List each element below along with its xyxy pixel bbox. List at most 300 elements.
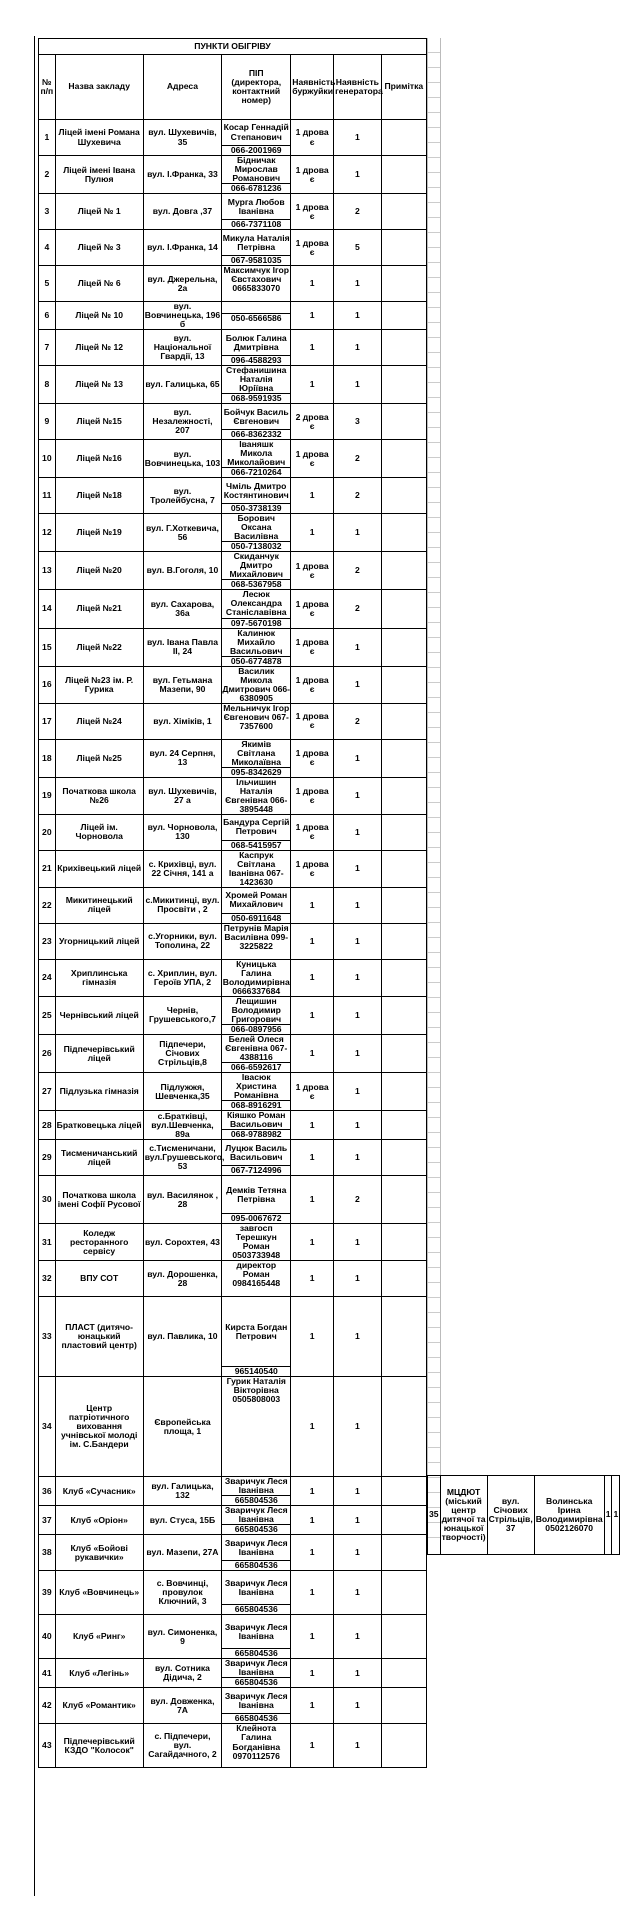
grid-cell (428, 278, 440, 293)
grid-cell (428, 938, 440, 953)
row-stove: 1 (291, 1377, 334, 1477)
row-address: вул. Гетьмана Мазепи, 90 (143, 666, 222, 703)
grid-cell (428, 578, 440, 593)
heating-points-sheet (38, 38, 427, 1768)
row-num: 10 (39, 440, 56, 478)
row-note (381, 1176, 426, 1224)
row-pip (222, 739, 291, 777)
row-pip-phone: 066-7371108 (222, 219, 290, 229)
row-generator: 2 (334, 1176, 382, 1224)
row-stove: 1 дрова є (291, 666, 334, 703)
row-name: Ліцей ім. Чорновола (55, 814, 143, 850)
row-stove: 1 (291, 1111, 334, 1140)
row-address: вул. 24 Серпня, 13 (143, 739, 222, 777)
grid-cell (428, 1178, 440, 1193)
row-note (381, 120, 426, 156)
row-stove: 1 (291, 514, 334, 552)
grid-cell (428, 1313, 440, 1328)
grid-cell (428, 83, 440, 98)
row-pip-phone: 965140540 (222, 1366, 290, 1376)
row-num: 26 (39, 1034, 56, 1072)
row-num: 25 (39, 996, 56, 1034)
row-pip-name: Гурик Наталія Вікторівна 0505808003 (226, 1376, 286, 1405)
grid-cell (428, 653, 440, 668)
row-generator: 2 (334, 703, 382, 739)
grid-cell (428, 1028, 440, 1043)
grid-cell (428, 878, 440, 893)
row-pip-phone: 067-9581035 (222, 255, 290, 265)
row-stove: 1 (291, 1477, 334, 1506)
row-stove: 1 (291, 1261, 334, 1297)
grid-cell (428, 1148, 440, 1163)
grid-cell (428, 1403, 440, 1418)
heating-points-table (38, 38, 427, 1768)
row-address: с.Угорники, вул. Тополина, 22 (143, 923, 222, 959)
row-generator: 1 (334, 1506, 382, 1535)
grid-cell (428, 998, 440, 1013)
grid-cell (428, 1388, 440, 1403)
row-pip-name: Демків Тетяна Петрівна (226, 1184, 287, 1204)
row-pip (222, 1724, 291, 1768)
row-pip-name: Іваняшк Микола Миколайович (227, 439, 286, 468)
row-note (381, 590, 426, 628)
grid-cell (428, 728, 440, 743)
grid-cell (428, 1238, 440, 1253)
grid-cell (428, 218, 440, 233)
grid-cell (428, 1373, 440, 1388)
row-address: вул. Довга ,37 (143, 194, 222, 230)
row-pip (222, 1535, 291, 1571)
grid-cell (428, 533, 440, 548)
grid-cell (428, 158, 440, 173)
grid-cell (428, 548, 440, 563)
row-address: вул. Тролейбусна, 7 (143, 478, 222, 514)
table-row (39, 1688, 427, 1724)
row-name: Тисменичанський ліцей (55, 1140, 143, 1176)
row-note (381, 996, 426, 1034)
row-note (381, 366, 426, 404)
row-pip-name: Калинюк Михайло Васильович (229, 627, 283, 656)
row-name: Ліцей №23 ім. Р. Гурика (55, 666, 143, 703)
grid-cell (428, 443, 440, 458)
row-num: 32 (39, 1261, 56, 1297)
grid-cell (428, 308, 440, 323)
row-pip (222, 552, 291, 590)
row-generator: 2 (334, 552, 382, 590)
grid-cell (428, 1448, 440, 1463)
grid-cell (428, 1118, 440, 1133)
row-pip (222, 590, 291, 628)
row35-stove: 1 (604, 1476, 612, 1555)
header-name: Назва закладу (55, 55, 143, 120)
row-pip (222, 1506, 291, 1535)
row-stove: 1 дрова є (291, 814, 334, 850)
table-row (39, 478, 427, 514)
grid-cell (428, 953, 440, 968)
grid-cell (428, 293, 440, 308)
table-row (39, 666, 427, 703)
row-num: 33 (39, 1297, 56, 1377)
grid-cell (428, 1298, 440, 1313)
row-stove: 1 дрова є (291, 440, 334, 478)
row-note (381, 777, 426, 814)
table-row (39, 1140, 427, 1176)
header-num: № п/п (39, 55, 56, 120)
row-generator: 2 (334, 478, 382, 514)
row-note (381, 739, 426, 777)
grid-cell (428, 473, 440, 488)
row-pip-phone: 050-6911648 (222, 913, 290, 923)
row-address: с. Хриплин, вул. Героїв УПА, 2 (143, 959, 222, 996)
row-address: вул. Вовчинецька, 103 (143, 440, 222, 478)
row-stove: 1 (291, 887, 334, 923)
row-address: вул. Симоненка, 9 (143, 1615, 222, 1659)
row-name: Початкова школа імені Софії Русової (55, 1176, 143, 1224)
row-pip-phone: 066-6781236 (222, 183, 290, 193)
table-row-35 (427, 1475, 620, 1555)
row-generator: 1 (334, 1615, 382, 1659)
row-address: с.Микитинці, вул. Просвіти , 2 (143, 887, 222, 923)
row-pip (222, 230, 291, 266)
row-pip-name: Мельничук Ігор Євгенович 067-7357600 (223, 702, 290, 731)
row-pip (222, 666, 291, 703)
row-name: Угорницький ліцей (55, 923, 143, 959)
row35-gen: 1 (612, 1476, 620, 1555)
table-row (39, 230, 427, 266)
row-pip-name: Кирста Богдан Петрович (225, 1321, 288, 1341)
row-name: Клуб «Бойові рукавички» (55, 1535, 143, 1571)
row-stove: 1 (291, 1724, 334, 1768)
row-generator: 1 (334, 156, 382, 194)
grid-cell (428, 758, 440, 773)
row-num: 27 (39, 1073, 56, 1111)
row-generator: 3 (334, 404, 382, 440)
row-pip-name: Кіяшко Роман Васильович (226, 1110, 286, 1130)
row-num: 30 (39, 1176, 56, 1224)
row-pip-name: Мурга Любов Іванівна (227, 196, 285, 216)
grid-cell (428, 503, 440, 518)
table-row (39, 703, 427, 739)
row-stove: 1 дрова є (291, 230, 334, 266)
table-row (39, 1111, 427, 1140)
row-address: Чернів, Грушевського,7 (143, 996, 222, 1034)
row-pip-name: Зваричук Леся Іванівна (224, 1658, 288, 1678)
row-pip-name: Зваричук Леся Іванівна (224, 1505, 288, 1525)
table-row (39, 330, 427, 366)
grid-cell (428, 143, 440, 158)
row-pip (222, 777, 291, 814)
row-stove: 1 (291, 1034, 334, 1072)
row-pip (222, 1377, 291, 1477)
row-pip-name: Клейнота Галина Богданівна 0970112576 (232, 1723, 281, 1761)
row-name: Ліцей № 13 (55, 366, 143, 404)
grid-cell (428, 1208, 440, 1223)
grid-cell (428, 1328, 440, 1343)
row-address: вул. Шухевичів, 27 а (143, 777, 222, 814)
row-pip-phone: 665804536 (222, 1495, 290, 1505)
row-name: Ліцей № 10 (55, 302, 143, 330)
grid-cell (428, 68, 440, 83)
row-pip-name (222, 302, 290, 313)
row-address: вул. Хіміків, 1 (143, 703, 222, 739)
table-row (39, 1571, 427, 1615)
row35-name: МЦДЮТ (міський центр дитячої та юнацької творчості) (440, 1476, 487, 1555)
row-name: Ліцей №20 (55, 552, 143, 590)
grid-cell (428, 368, 440, 383)
grid-cell (428, 1268, 440, 1283)
row-address: вул. Дорошенка, 28 (143, 1261, 222, 1297)
row-pip (222, 996, 291, 1034)
row-address: с.Тисменичани, вул.Грушевського, 53 (143, 1140, 222, 1176)
row-note (381, 628, 426, 666)
row-address: вул. І.Франка, 33 (143, 156, 222, 194)
row-note (381, 230, 426, 266)
row-num: 22 (39, 887, 56, 923)
row-address: с. Крихівці, вул. 22 Січня, 141 а (143, 850, 222, 887)
row-address: Підлужжя, Шевченка,35 (143, 1073, 222, 1111)
row-pip-phone: 096-4588293 (222, 355, 290, 365)
grid-cell (428, 1358, 440, 1373)
row-stove: 1 (291, 1659, 334, 1688)
grid-cell (428, 128, 440, 143)
row-address: с. Підпечери, вул. Сагайдачного, 2 (143, 1724, 222, 1768)
row-generator: 2 (334, 590, 382, 628)
row-pip-name: Лещишин Володимир Григорович (231, 995, 282, 1024)
row-name: Клуб «Вовчинець» (55, 1571, 143, 1615)
row-num: 43 (39, 1724, 56, 1768)
row-pip (222, 703, 291, 739)
row-stove: 1 дрова є (291, 120, 334, 156)
row-generator: 1 (334, 923, 382, 959)
row-stove: 1 (291, 1140, 334, 1176)
table-row (39, 1724, 427, 1768)
grid-cell (428, 398, 440, 413)
row-generator: 1 (334, 1073, 382, 1111)
row-num: 19 (39, 777, 56, 814)
row-address: вул. І.Франка, 14 (143, 230, 222, 266)
row-note (381, 923, 426, 959)
row-pip (222, 850, 291, 887)
row-pip-name: Чміль Дмитро Костянтинович (223, 480, 289, 500)
row-generator: 1 (334, 739, 382, 777)
row-num: 28 (39, 1111, 56, 1140)
row-stove: 1 (291, 1506, 334, 1535)
row-name: ВПУ СОТ (55, 1261, 143, 1297)
grid-cell (428, 818, 440, 833)
row-pip-name: Бідничак Мирослав Романович (232, 155, 281, 184)
row-stove: 1 дрова є (291, 590, 334, 628)
row-pip-name: завгосп Терешкун Роман 0503733948 (232, 1223, 281, 1261)
row-generator: 1 (334, 996, 382, 1034)
row-stove: 1 дрова є (291, 194, 334, 230)
grid-cell (428, 488, 440, 503)
row-address: вул. Галицька, 65 (143, 366, 222, 404)
grid-cell (428, 458, 440, 473)
row-address: вул. Шухевичів, 35 (143, 120, 222, 156)
row-pip (222, 194, 291, 230)
row-num: 40 (39, 1615, 56, 1659)
table-row (39, 194, 427, 230)
row-pip-name: Каспрук Світлана Іванівна 067-1423630 (228, 849, 284, 887)
table-row (39, 628, 427, 666)
row-note (381, 1073, 426, 1111)
row-num: 8 (39, 366, 56, 404)
row-pip-name: Максимчук Ігор Євстахович 0665833070 (223, 265, 289, 294)
row-pip (222, 330, 291, 366)
header-generator: Наявність генератора (334, 55, 382, 120)
row-pip (222, 302, 291, 330)
row-pip-phone: 068-5415957 (222, 840, 290, 850)
row-address: вул. Стуса, 15Б (143, 1506, 222, 1535)
row-note (381, 1615, 426, 1659)
grid-cell (428, 518, 440, 533)
row-num: 7 (39, 330, 56, 366)
row-pip-name: Скиданчук Дмитро Михайлович (229, 551, 283, 580)
row-stove: 1 (291, 996, 334, 1034)
row-pip-phone: 066-7210264 (222, 467, 290, 477)
row-pip (222, 478, 291, 514)
row35-address: вул. Січових Стрільців, 37 (487, 1476, 534, 1555)
row-name: Підпечерівський КЗДО "Колосок" (55, 1724, 143, 1768)
grid-cell (428, 713, 440, 728)
grid-cell (428, 1163, 440, 1178)
row-pip (222, 1261, 291, 1297)
row-pip (222, 440, 291, 478)
row-note (381, 1506, 426, 1535)
row-note (381, 814, 426, 850)
row-stove: 1 (291, 1571, 334, 1615)
row-name: Ліцей № 12 (55, 330, 143, 366)
row-pip (222, 120, 291, 156)
row-pip-name: Зваричук Леся Іванівна (224, 1577, 288, 1597)
row-num: 34 (39, 1377, 56, 1477)
row-pip-phone: 095-8342629 (222, 767, 290, 777)
row-pip-name: Зваричук Леся Іванівна (224, 1476, 288, 1496)
row-pip (222, 1297, 291, 1377)
row-num: 3 (39, 194, 56, 230)
row-address: вул. Г.Хоткевича, 56 (143, 514, 222, 552)
row-pip-name: Зваричук Леся Іванівна (224, 1537, 288, 1557)
row-pip-name: Косар Геннадій Степанович (223, 122, 289, 142)
row-name: Клуб «Романтик» (55, 1688, 143, 1724)
row-num: 4 (39, 230, 56, 266)
row-name: Ліцей імені Романа Шухевича (55, 120, 143, 156)
table-row (39, 404, 427, 440)
row-pip-phone: 066-0897956 (222, 1024, 290, 1034)
row-stove: 2 дрова є (291, 404, 334, 440)
row-name: Ліцей №15 (55, 404, 143, 440)
row-note (381, 1261, 426, 1297)
row-address: вул. Мазепи, 27А (143, 1535, 222, 1571)
table-row (39, 850, 427, 887)
row-generator: 1 (334, 1724, 382, 1768)
grid-cell (428, 53, 440, 68)
row-name: Братковецька ліцей (55, 1111, 143, 1140)
row-pip-phone: 665804536 (222, 1604, 290, 1614)
row-num: 12 (39, 514, 56, 552)
row-name: Ліцей №22 (55, 628, 143, 666)
row-address: вул. Незалежності, 207 (143, 404, 222, 440)
row-note (381, 1688, 426, 1724)
row-note (381, 440, 426, 478)
row-num: 11 (39, 478, 56, 514)
grid-cell (428, 1223, 440, 1238)
row-pip (222, 628, 291, 666)
row-generator: 1 (334, 302, 382, 330)
row-note (381, 887, 426, 923)
row-num: 36 (39, 1477, 56, 1506)
row-pip-phone: 665804536 (222, 1524, 290, 1534)
row-address: вул. Сорохтея, 43 (143, 1224, 222, 1261)
grid-cell (428, 353, 440, 368)
grid-cell (428, 1133, 440, 1148)
row-generator: 1 (334, 366, 382, 404)
row-stove: 1 (291, 330, 334, 366)
row-name: ПЛАСТ (дитячо-юнацький пластовий центр) (55, 1297, 143, 1377)
row-note (381, 1535, 426, 1571)
grid-cell (428, 338, 440, 353)
row-generator: 1 (334, 628, 382, 666)
row-stove: 1 дрова є (291, 703, 334, 739)
row-pip (222, 1176, 291, 1224)
row-generator: 1 (334, 1297, 382, 1377)
table-row (39, 1297, 427, 1377)
row-note (381, 330, 426, 366)
row-note (381, 1377, 426, 1477)
row-pip (222, 1571, 291, 1615)
table-row (39, 1506, 427, 1535)
row-pip-name: Куницька Галина Володимирівна 0666337684 (222, 958, 290, 996)
table-row (39, 590, 427, 628)
row-note (381, 404, 426, 440)
row-pip-phone: 068-8916291 (222, 1100, 290, 1110)
table-row (39, 514, 427, 552)
row-generator: 1 (334, 1140, 382, 1176)
row-generator: 5 (334, 230, 382, 266)
header-row (39, 55, 427, 120)
grid-cell (428, 1058, 440, 1073)
row-generator: 1 (334, 330, 382, 366)
grid-cell (428, 38, 440, 53)
row-name: Ліцей №24 (55, 703, 143, 739)
table-row (39, 156, 427, 194)
row-address: вул. Довженка, 7А (143, 1688, 222, 1724)
row-stove: 1 (291, 302, 334, 330)
table-row (39, 1034, 427, 1072)
row-generator: 1 (334, 777, 382, 814)
row-note (381, 302, 426, 330)
row-generator: 1 (334, 814, 382, 850)
row-pip (222, 366, 291, 404)
row-pip-phone: 050-3738139 (222, 503, 290, 513)
grid-cell (428, 623, 440, 638)
row-pip (222, 1477, 291, 1506)
row-pip-name: директор Роман 0984165448 (232, 1260, 281, 1289)
row-pip-name: Василик Микола Дмитрович 066-6380905 (222, 665, 291, 703)
table-row (39, 302, 427, 330)
grid-cell (428, 1103, 440, 1118)
row-address: вул. Павлика, 10 (143, 1297, 222, 1377)
row-pip-phone: 068-5367958 (222, 579, 290, 589)
table-row (39, 1659, 427, 1688)
table-row (39, 1535, 427, 1571)
row-generator: 1 (334, 1377, 382, 1477)
header-address: Адреса (143, 55, 222, 120)
grid-cell (428, 863, 440, 878)
table-row (39, 1073, 427, 1111)
row-note (381, 478, 426, 514)
grid-cell (428, 173, 440, 188)
